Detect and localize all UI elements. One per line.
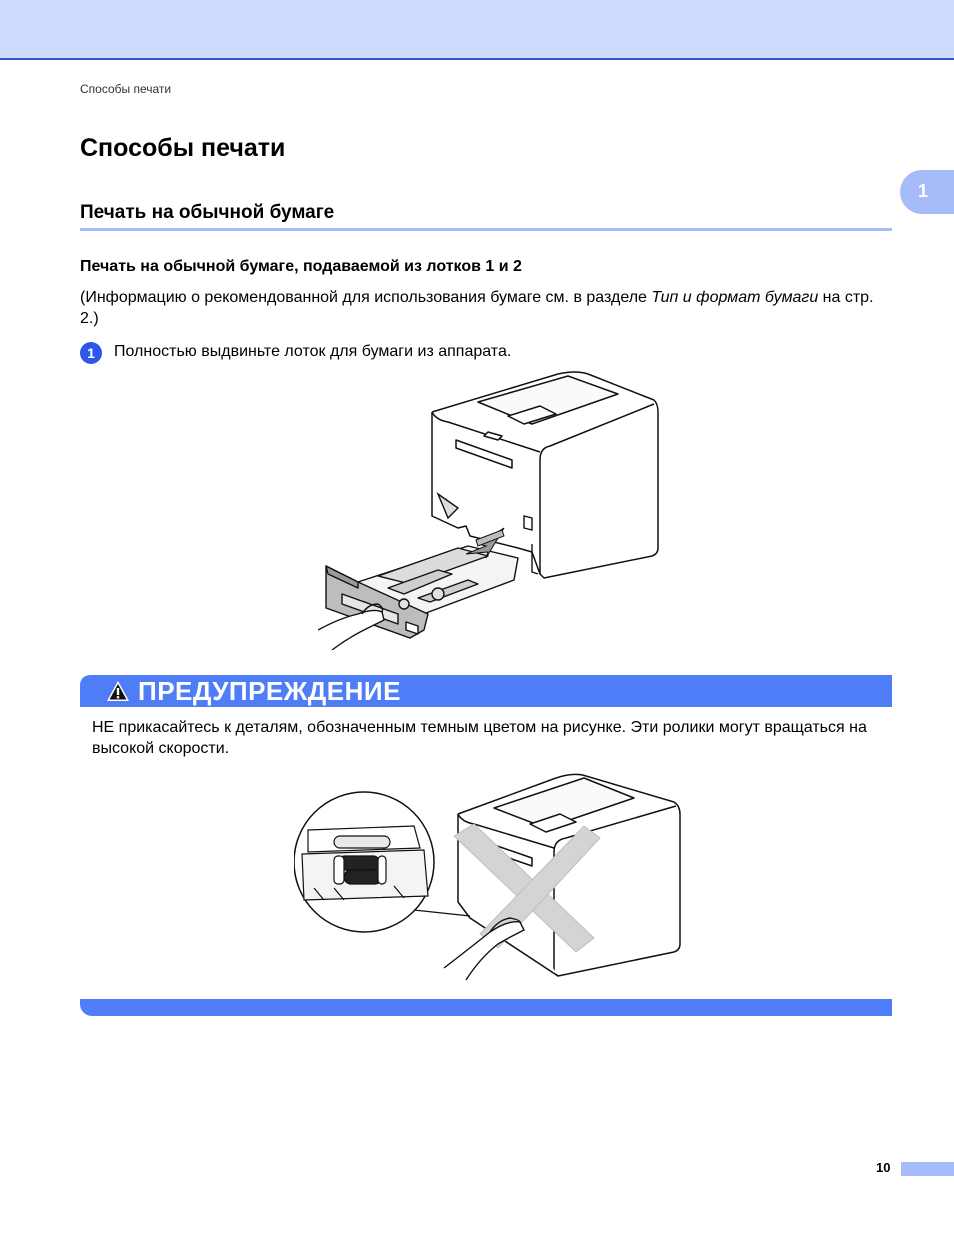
page-title: Способы печати [80,134,286,162]
chapter-tab [900,170,954,214]
subsection-title: Печать на обычной бумаге, подаваемой из лотков 1 и 2 [80,258,522,275]
section-rule [80,228,892,231]
intro-text-after: на стр. 2.) [80,289,874,327]
page-tab [901,1162,954,1176]
warning-triangle-icon [106,680,130,702]
warning-bottom-bar [80,999,892,1016]
paper-type-link[interactable]: Тип и формат бумаги [651,289,819,306]
section-title: Печать на обычной бумаге [80,202,335,223]
warning-title: ПРЕДУПРЕЖДЕНИЕ [138,676,401,706]
step-text: Полностью выдвиньте лоток для бумаги из аппарата. [114,343,512,360]
chapter-number: 1 [918,181,929,201]
step-number-badge: 1 [80,342,102,364]
header-band [0,0,954,60]
running-header: Способы печати [80,82,172,96]
intro-paragraph [80,287,892,329]
intro-text-before: (Информацию о рекомендованной для использования бумаге см. в разделе [80,289,652,306]
page-number: 10 [876,1160,891,1175]
rollers-warning-illustration [294,768,686,986]
printer-tray-illustration [318,368,662,650]
warning-bar [80,675,892,707]
warning-text: НЕ прикасайтесь к деталям, обозначенным темным цветом на рисунке. Эти ролики могут вращаться на высокой скорости. [92,719,867,757]
